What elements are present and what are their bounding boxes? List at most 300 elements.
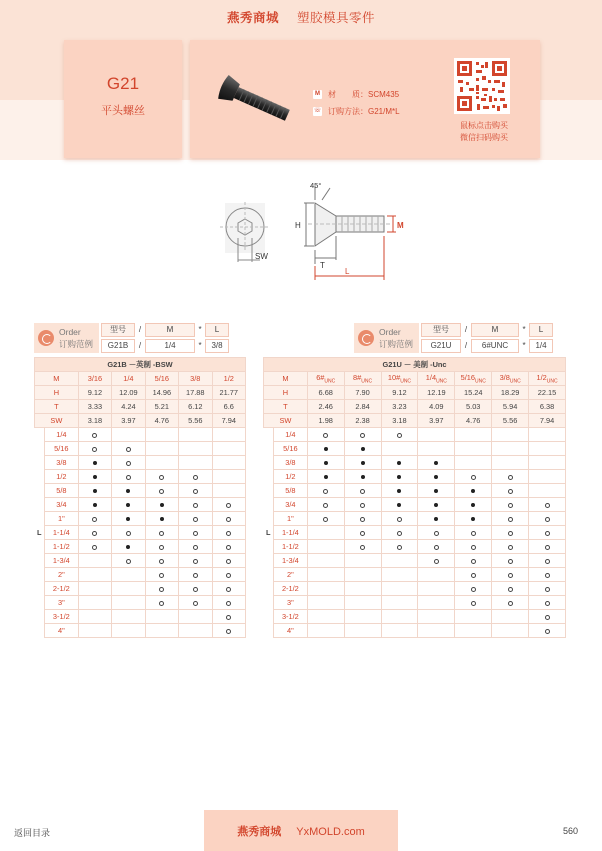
stock-dot-icon: [397, 503, 401, 507]
availability-cell: [179, 470, 212, 484]
availability-cell: [492, 596, 529, 610]
available-ring-icon: [159, 531, 164, 536]
available-ring-icon: [360, 531, 365, 536]
availability-cell: [307, 554, 344, 568]
availability-cell: [145, 610, 178, 624]
available-ring-icon: [323, 503, 328, 508]
dim-h-cell: 15.24: [455, 386, 492, 400]
dim-h-cell: 17.88: [179, 386, 212, 400]
availability-cell: [179, 568, 212, 582]
availability-cell: [381, 456, 418, 470]
order-tab-cn: 订购范例: [59, 339, 94, 349]
footer-brand[interactable]: 燕秀商城: [237, 826, 282, 838]
stock-dot-icon: [126, 545, 130, 549]
table-row: [35, 498, 246, 512]
available-ring-icon: [471, 601, 476, 606]
availability-cell: [344, 610, 381, 624]
availability-cell: [307, 484, 344, 498]
available-ring-icon: [508, 587, 513, 592]
availability-cell: [212, 596, 245, 610]
available-ring-icon: [226, 545, 231, 550]
size-suffix: UNC: [546, 378, 558, 385]
dim-t-cell: 5.21: [145, 400, 178, 414]
available-ring-icon: [226, 573, 231, 578]
size-header: [307, 372, 344, 386]
stock-dot-icon: [434, 503, 438, 507]
availability-cell: [418, 610, 455, 624]
length-label: 2": [44, 568, 78, 582]
length-axis-label: [264, 456, 274, 470]
length-label: 1-1/4: [273, 526, 307, 540]
table-row: [264, 442, 566, 456]
technical-drawing: [200, 178, 420, 288]
availability-cell: [418, 568, 455, 582]
dim-sw-cell: 3.97: [112, 414, 145, 428]
length-label: 3/8: [44, 456, 78, 470]
available-ring-icon: [126, 461, 131, 466]
length-label: 1": [44, 512, 78, 526]
availability-cell: [212, 484, 245, 498]
availability-cell: [344, 442, 381, 456]
availability-cell: [344, 484, 381, 498]
stock-dot-icon: [434, 461, 438, 465]
availability-cell: [307, 624, 344, 638]
table-row: [264, 512, 566, 526]
size-value: 10#: [387, 372, 401, 382]
dim-sw-cell: 3.97: [418, 414, 455, 428]
available-ring-icon: [92, 545, 97, 550]
available-ring-icon: [397, 531, 402, 536]
available-ring-icon: [193, 545, 198, 550]
row-label: M: [35, 372, 79, 386]
length-label: 3": [273, 596, 307, 610]
availability-cell: [112, 428, 145, 442]
size-header: 3/8: [179, 372, 212, 386]
order-method-value: G21/M*L: [368, 107, 400, 116]
availability-cell: [344, 540, 381, 554]
table-title-row: [35, 358, 246, 372]
availability-cell: [179, 442, 212, 456]
availability-cell: [344, 582, 381, 596]
availability-cell: [492, 484, 529, 498]
availability-cell: [529, 596, 566, 610]
availability-cell: [112, 442, 145, 456]
product-info-card: [190, 40, 540, 158]
length-axis-label: [35, 428, 45, 442]
availability-cell: [145, 540, 178, 554]
available-ring-icon: [193, 573, 198, 578]
stock-dot-icon: [126, 517, 130, 521]
availability-cell: [344, 596, 381, 610]
availability-cell: [492, 554, 529, 568]
availability-cell: [179, 624, 212, 638]
dim-t-cell: 6.12: [179, 400, 212, 414]
availability-cell: [78, 470, 111, 484]
availability-cell: [112, 554, 145, 568]
stock-dot-icon: [397, 489, 401, 493]
dim-t-cell: 5.94: [492, 400, 529, 414]
availability-cell: [418, 470, 455, 484]
length-axis-label: [35, 470, 45, 484]
availability-cell: [529, 568, 566, 582]
availability-cell: [78, 554, 111, 568]
size-suffix: UNC: [324, 378, 336, 385]
order-value-model: G21U: [421, 339, 461, 353]
available-ring-icon: [360, 503, 365, 508]
qr-code[interactable]: [454, 58, 510, 114]
available-ring-icon: [545, 559, 550, 564]
available-ring-icon: [397, 545, 402, 550]
available-ring-icon: [323, 489, 328, 494]
material-row: [313, 86, 400, 103]
table-row: [264, 456, 566, 470]
availability-cell: [529, 582, 566, 596]
order-head-model: 型号: [421, 323, 461, 337]
stock-dot-icon: [93, 475, 97, 479]
dim-H: H: [295, 221, 301, 230]
row-label: H: [35, 386, 79, 400]
order-example-left: [34, 323, 229, 353]
availability-cell: [212, 442, 245, 456]
availability-cell: [344, 470, 381, 484]
available-ring-icon: [92, 531, 97, 536]
header-brand[interactable]: 燕秀商城: [226, 11, 279, 25]
order-grid-left: 型号 / M * L G21B / 1/4 * 3/8: [101, 323, 229, 353]
availability-cell: [418, 526, 455, 540]
availability-cell: [381, 498, 418, 512]
availability-cell: [145, 498, 178, 512]
size-header: 1/2: [212, 372, 245, 386]
dim-t-cell: 4.09: [418, 400, 455, 414]
table-row: [264, 526, 566, 540]
available-ring-icon: [126, 559, 131, 564]
length-label: 1-1/2: [44, 540, 78, 554]
availability-cell: [418, 554, 455, 568]
availability-cell: [381, 428, 418, 442]
qr-caption-scan: 微信扫码购买: [460, 133, 508, 142]
order-method-label: 订购方法：: [328, 107, 368, 116]
availability-cell: [381, 610, 418, 624]
available-ring-icon: [226, 587, 231, 592]
dim-h-cell: 14.96: [145, 386, 178, 400]
length-axis-label: [264, 498, 274, 512]
dim-sw-cell: 3.18: [381, 414, 418, 428]
availability-cell: [529, 512, 566, 526]
availability-cell: [212, 512, 245, 526]
length-label: 1/2: [273, 470, 307, 484]
order-value-model: G21B: [101, 339, 135, 353]
length-axis-label: [264, 512, 274, 526]
stock-dot-icon: [471, 503, 475, 507]
availability-cell: [145, 526, 178, 540]
available-ring-icon: [508, 475, 513, 480]
order-value-m: 1/4: [145, 339, 195, 353]
length-label: 3/8: [273, 456, 307, 470]
availability-cell: [455, 554, 492, 568]
availability-cell: [492, 610, 529, 624]
available-ring-icon: [545, 587, 550, 592]
availability-cell: [381, 442, 418, 456]
footer-site[interactable]: YxMOLD.com: [296, 826, 365, 838]
availability-cell: [145, 442, 178, 456]
dim-sw-cell: 7.94: [529, 414, 566, 428]
available-ring-icon: [545, 601, 550, 606]
length-axis-label: [264, 484, 274, 498]
availability-cell: [492, 568, 529, 582]
available-ring-icon: [159, 559, 164, 564]
available-ring-icon: [92, 517, 97, 522]
availability-cell: [212, 456, 245, 470]
length-axis-label: [35, 568, 45, 582]
available-ring-icon: [323, 433, 328, 438]
available-ring-icon: [193, 559, 198, 564]
available-ring-icon: [159, 545, 164, 550]
availability-cell: [344, 624, 381, 638]
length-label: 3/4: [273, 498, 307, 512]
order-head-l: L: [529, 323, 553, 337]
availability-cell: [455, 456, 492, 470]
size-value: 8#: [353, 372, 362, 382]
table-row: [264, 470, 566, 484]
availability-cell: [212, 610, 245, 624]
length-axis-label: [35, 582, 45, 596]
availability-cell: [145, 470, 178, 484]
availability-cell: [179, 484, 212, 498]
row-label: SW: [35, 414, 79, 428]
availability-cell: [112, 568, 145, 582]
availability-cell: [179, 540, 212, 554]
availability-cell: [344, 456, 381, 470]
availability-cell: [179, 582, 212, 596]
order-value-l: 3/8: [205, 339, 229, 353]
stock-dot-icon: [126, 489, 130, 493]
available-ring-icon: [508, 503, 513, 508]
size-header: [381, 372, 418, 386]
back-to-contents-link[interactable]: 返回目录: [14, 828, 51, 838]
dim-t-cell: 2.84: [344, 400, 381, 414]
length-label: 1/4: [44, 428, 78, 442]
stock-dot-icon: [471, 517, 475, 521]
table-row: [264, 484, 566, 498]
screw-photo: [210, 66, 300, 138]
dim-t-cell: 4.24: [112, 400, 145, 414]
order-tab-cn: 订购范例: [379, 339, 414, 349]
availability-cell: [418, 540, 455, 554]
order-icon: [38, 330, 54, 346]
availability-cell: [145, 512, 178, 526]
availability-cell: [492, 526, 529, 540]
availability-cell: [78, 498, 111, 512]
length-label: 5/8: [44, 484, 78, 498]
available-ring-icon: [471, 573, 476, 578]
availability-cell: [307, 470, 344, 484]
availability-cell: [344, 512, 381, 526]
availability-cell: [418, 428, 455, 442]
table-row-sw: [35, 414, 246, 428]
availability-cell: [529, 442, 566, 456]
availability-cell: [179, 596, 212, 610]
availability-cell: [112, 624, 145, 638]
availability-cell: [307, 568, 344, 582]
availability-cell: [212, 470, 245, 484]
size-value: 1/4: [425, 372, 437, 382]
available-ring-icon: [226, 629, 231, 634]
dim-T: T: [320, 261, 325, 270]
size-header: [418, 372, 455, 386]
order-icon: [358, 330, 374, 346]
availability-cell: [492, 470, 529, 484]
table-row: [264, 554, 566, 568]
material-value: SCM435: [368, 90, 400, 99]
spec-table-bsw: [34, 357, 246, 638]
stock-dot-icon: [361, 461, 365, 465]
availability-cell: [78, 568, 111, 582]
availability-cell: [381, 526, 418, 540]
size-suffix: UNC: [400, 378, 412, 385]
availability-cell: [112, 596, 145, 610]
order-value-m: 6#UNC: [471, 339, 519, 353]
availability-cell: [381, 554, 418, 568]
availability-cell: [529, 624, 566, 638]
table-row: [35, 442, 246, 456]
footer-brand-box[interactable]: [204, 810, 398, 851]
size-value: 5/16: [460, 372, 475, 382]
table-row-h: [264, 386, 566, 400]
availability-cell: [344, 526, 381, 540]
available-ring-icon: [434, 531, 439, 536]
available-ring-icon: [159, 475, 164, 480]
dim-h-cell: 7.90: [344, 386, 381, 400]
phone-icon: ☏: [313, 108, 322, 114]
table-row: [264, 596, 566, 610]
availability-cell: [145, 484, 178, 498]
availability-cell: [455, 512, 492, 526]
availability-cell: [455, 526, 492, 540]
stock-dot-icon: [397, 461, 401, 465]
length-label: 2-1/2: [44, 582, 78, 596]
availability-cell: [307, 540, 344, 554]
length-axis-label: [264, 624, 274, 638]
length-label: 1-1/2: [273, 540, 307, 554]
availability-cell: [307, 610, 344, 624]
available-ring-icon: [508, 601, 513, 606]
page-header: [0, 8, 602, 26]
length-axis-label: [264, 470, 274, 484]
availability-cell: [78, 582, 111, 596]
availability-cell: [529, 540, 566, 554]
length-label: 3-1/2: [44, 610, 78, 624]
availability-cell: [455, 484, 492, 498]
table-row: [35, 484, 246, 498]
length-axis-label: [35, 442, 45, 456]
availability-cell: [78, 512, 111, 526]
availability-cell: [212, 624, 245, 638]
availability-cell: [179, 526, 212, 540]
table-row: [35, 582, 246, 596]
availability-cell: [307, 596, 344, 610]
length-label: 3-1/2: [273, 610, 307, 624]
availability-cell: [492, 498, 529, 512]
dim-h-cell: 12.19: [418, 386, 455, 400]
table-row: [35, 428, 246, 442]
available-ring-icon: [545, 573, 550, 578]
length-label: 1-1/4: [44, 526, 78, 540]
available-ring-icon: [226, 559, 231, 564]
stock-dot-icon: [434, 475, 438, 479]
length-axis-label: L: [36, 528, 42, 537]
size-header: 3/16: [78, 372, 111, 386]
length-axis-label: [35, 610, 45, 624]
length-label: 1-3/4: [273, 554, 307, 568]
dim-t-cell: 2.46: [307, 400, 344, 414]
table-row: [264, 540, 566, 554]
stock-dot-icon: [361, 475, 365, 479]
table-row: [264, 568, 566, 582]
size-header: [492, 372, 529, 386]
available-ring-icon: [471, 545, 476, 550]
availability-cell: [212, 498, 245, 512]
availability-cell: [78, 610, 111, 624]
table-row: [35, 596, 246, 610]
order-tab-en: Order: [59, 327, 81, 337]
dim-SW: SW: [255, 252, 268, 261]
availability-cell: [78, 596, 111, 610]
availability-cell: [179, 610, 212, 624]
table-row: [264, 582, 566, 596]
dim-t-cell: 6.38: [529, 400, 566, 414]
length-axis-label: [264, 596, 274, 610]
available-ring-icon: [226, 503, 231, 508]
stock-dot-icon: [126, 503, 130, 507]
length-label: 1/2: [44, 470, 78, 484]
availability-cell: [212, 554, 245, 568]
availability-cell: [529, 456, 566, 470]
availability-cell: [492, 428, 529, 442]
size-value: 3/8: [499, 372, 510, 382]
availability-cell: [112, 456, 145, 470]
header-category[interactable]: 塑胶模具零件: [296, 11, 375, 25]
availability-cell: [381, 484, 418, 498]
size-header: [529, 372, 566, 386]
available-ring-icon: [193, 503, 198, 508]
stock-dot-icon: [471, 489, 475, 493]
order-example-right: [354, 323, 553, 353]
availability-cell: [455, 442, 492, 456]
available-ring-icon: [545, 531, 550, 536]
dim-t-cell: 3.33: [78, 400, 111, 414]
availability-cell: [145, 568, 178, 582]
availability-cell: [381, 624, 418, 638]
length-axis-label: [264, 582, 274, 596]
available-ring-icon: [545, 517, 550, 522]
length-axis-label: [264, 428, 274, 442]
available-ring-icon: [126, 475, 131, 480]
available-ring-icon: [545, 615, 550, 620]
qr-caption-click[interactable]: 鼠标点击购买: [460, 121, 508, 130]
availability-cell: [381, 596, 418, 610]
table-row-m: [35, 372, 246, 386]
availability-cell: [212, 568, 245, 582]
length-label: 4": [273, 624, 307, 638]
availability-cell: [307, 498, 344, 512]
dim-sw-cell: 5.56: [492, 414, 529, 428]
dim-sw-cell: 5.56: [179, 414, 212, 428]
availability-cell: [492, 624, 529, 638]
availability-cell: [78, 456, 111, 470]
availability-cell: [112, 582, 145, 596]
available-ring-icon: [159, 489, 164, 494]
table-row: [35, 470, 246, 484]
